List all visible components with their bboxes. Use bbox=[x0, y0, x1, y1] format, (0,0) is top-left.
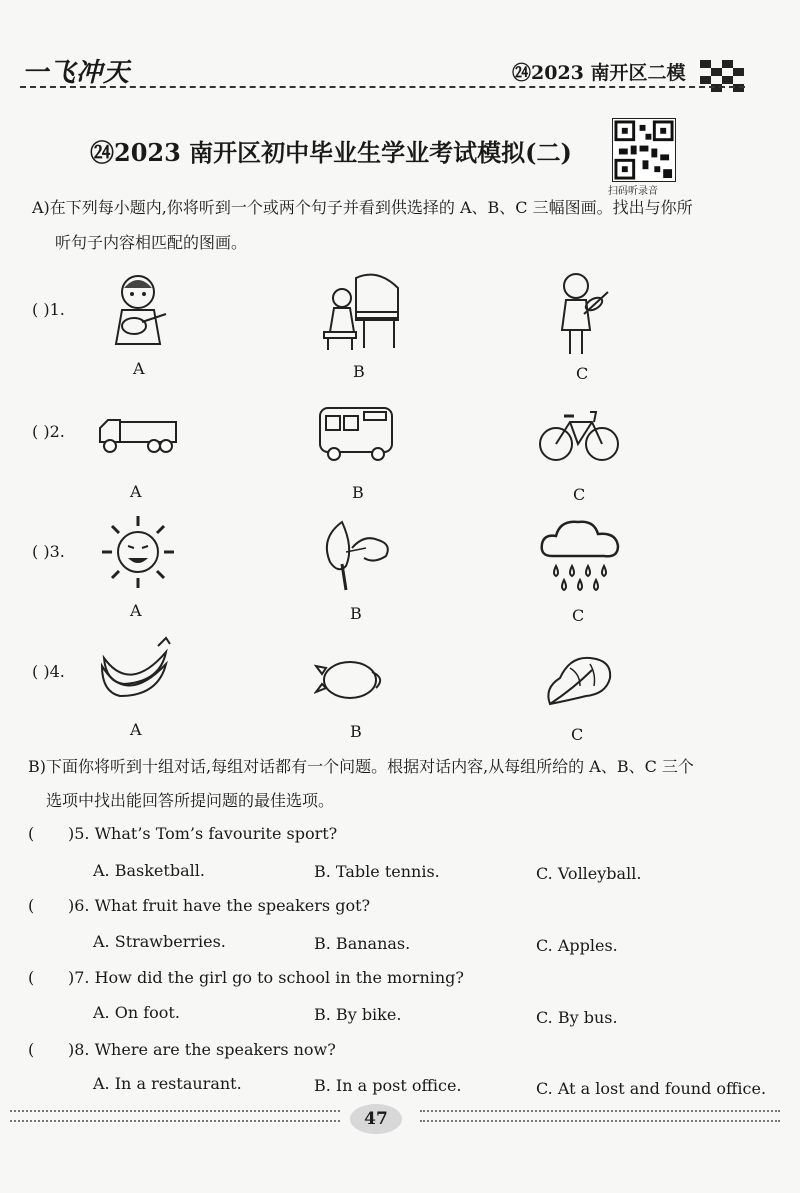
page-title: ㉔2023 南开区初中毕业生学业考试模拟(二) bbox=[90, 138, 572, 167]
header-exam-label: ㉔2023 南开区二模 bbox=[512, 62, 686, 84]
section-b-instruction-1: B)下面你将听到十组对话,每组对话都有一个问题。根据对话内容,从每组所给的 A、B、C 三个 bbox=[28, 757, 694, 776]
brand-logo: 一飞冲天 bbox=[22, 58, 131, 88]
girl-guitar-icon bbox=[102, 270, 174, 350]
q7-option-b[interactable]: B. By bike. bbox=[314, 1005, 402, 1024]
header-divider bbox=[20, 86, 745, 88]
wind-icon bbox=[316, 518, 398, 592]
q6-option-b[interactable]: B. Bananas. bbox=[314, 934, 411, 953]
q4-option-c-label: C bbox=[571, 725, 584, 744]
q3-option-a-label: A bbox=[130, 601, 142, 620]
cabbage-icon bbox=[540, 648, 616, 712]
q5-option-c[interactable]: C. Volleyball. bbox=[536, 864, 642, 883]
q6-option-a[interactable]: A. Strawberries. bbox=[93, 932, 226, 951]
q4-option-b-label: B bbox=[350, 722, 362, 741]
q3-option-b-label: B bbox=[350, 604, 362, 623]
q7-option-c[interactable]: C. By bus. bbox=[536, 1008, 618, 1027]
q3-option-c-label: C bbox=[572, 606, 585, 625]
q4-option-a-label: A bbox=[130, 720, 142, 739]
truck-icon bbox=[96, 412, 180, 456]
q7-option-a[interactable]: A. On foot. bbox=[93, 1003, 180, 1022]
page-number: 47 bbox=[350, 1104, 402, 1134]
question-1-number[interactable]: ( )1. bbox=[32, 300, 65, 319]
footer-divider-left bbox=[10, 1110, 340, 1122]
question-7-text: )7. How did the girl go to school in the morning? bbox=[68, 968, 464, 987]
violin-girl-icon bbox=[548, 270, 612, 356]
q8-option-c[interactable]: C. At a lost and found office. bbox=[536, 1079, 767, 1098]
question-5-paren[interactable]: ( bbox=[28, 824, 35, 843]
question-8-text: )8. Where are the speakers now? bbox=[68, 1040, 336, 1059]
q2-option-a-label: A bbox=[130, 482, 142, 501]
q1-option-c-label: C bbox=[576, 364, 589, 383]
q8-option-a[interactable]: A. In a restaurant. bbox=[93, 1074, 242, 1093]
question-6-text: )6. What fruit have the speakers got? bbox=[68, 896, 371, 915]
q5-option-b[interactable]: B. Table tennis. bbox=[314, 862, 440, 881]
question-8-paren[interactable]: ( bbox=[28, 1040, 35, 1059]
question-2-number[interactable]: ( )2. bbox=[32, 422, 65, 441]
q2-option-c-label: C bbox=[573, 485, 586, 504]
section-b-instruction-2: 选项中找出能回答所提问题的最佳选项。 bbox=[46, 791, 335, 810]
section-a-instruction-2: 听句子内容相匹配的图画。 bbox=[55, 233, 248, 252]
section-a-instruction-1: A)在下列每小题内,你将听到一个或两个句子并看到供选择的 A、B、C 三幅图画。找出与你所 bbox=[32, 198, 693, 217]
question-4-number[interactable]: ( )4. bbox=[32, 662, 65, 681]
question-3-number[interactable]: ( )3. bbox=[32, 542, 65, 561]
q2-option-b-label: B bbox=[352, 483, 364, 502]
qr-label: 扫码听录音 bbox=[608, 186, 658, 197]
footer-divider-right bbox=[420, 1110, 780, 1122]
question-6-paren[interactable]: ( bbox=[28, 896, 35, 915]
q5-option-a[interactable]: A. Basketball. bbox=[93, 861, 205, 880]
piano-icon bbox=[320, 268, 400, 352]
question-5-text: )5. What’s Tom’s favourite sport? bbox=[68, 824, 338, 843]
q1-option-b-label: B bbox=[353, 362, 365, 381]
rain-cloud-icon bbox=[538, 514, 622, 596]
q8-option-b[interactable]: B. In a post office. bbox=[314, 1076, 462, 1095]
sun-icon bbox=[98, 512, 178, 592]
qr-code-icon[interactable] bbox=[612, 118, 676, 182]
question-7-paren[interactable]: ( bbox=[28, 968, 35, 987]
q1-option-a-label: A bbox=[133, 359, 145, 378]
chicken-icon bbox=[314, 654, 388, 702]
bicycle-icon bbox=[538, 406, 620, 464]
bus-icon bbox=[316, 404, 396, 464]
q6-option-c[interactable]: C. Apples. bbox=[536, 936, 618, 955]
bananas-icon bbox=[96, 636, 172, 706]
